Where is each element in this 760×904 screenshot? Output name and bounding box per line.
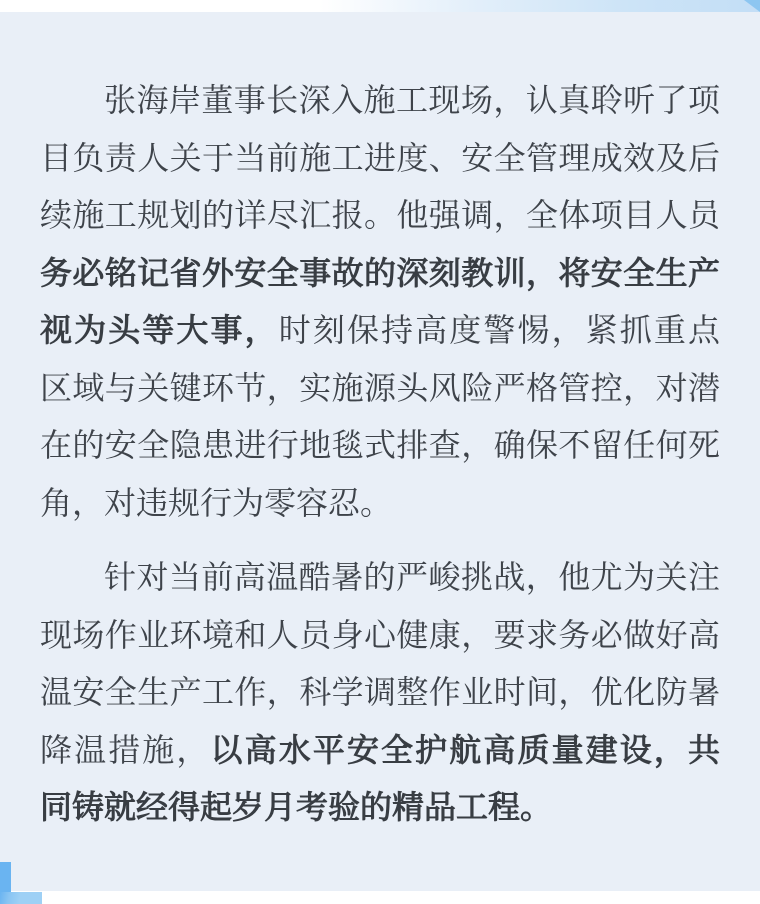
- text-segment: 角，对违规行为零容忍。: [40, 484, 393, 521]
- bottom-left-ribbon-icon: [0, 862, 11, 892]
- text-line: [40, 245, 720, 303]
- text-segment: 针对当前高温酷暑的严峻挑战，他尤为关注: [104, 559, 720, 595]
- text-line: [40, 302, 720, 360]
- text-line: [40, 607, 720, 665]
- text-line: [40, 664, 720, 722]
- text-line: [40, 475, 720, 533]
- bottom-left-ribbon-icon: [0, 892, 42, 904]
- top-edge-strip: [0, 0, 760, 12]
- text-segment-bold: 以高水平安全护航高质量建设，共: [210, 731, 720, 768]
- text-segment: 在的安全隐患进行地毯式排查，确保不留任何死: [40, 427, 720, 463]
- text-line: [40, 549, 720, 607]
- article-content: [0, 12, 760, 837]
- text-line: [40, 187, 720, 245]
- text-line: [40, 779, 720, 837]
- text-segment: 现场作业环境和人员身心健康，要求务必做好高: [40, 616, 720, 653]
- text-segment-bold: 务必铭记省外安全事故的深刻教训，将安全生产: [40, 254, 720, 291]
- text-segment: 目负责人关于当前施工进度、安全管理成效及后: [40, 139, 720, 176]
- text-line: [40, 722, 720, 780]
- text-line: [40, 360, 720, 418]
- text-line: [40, 417, 720, 475]
- text-segment: 续施工规划的详尽汇报。他强调，全体项目人员: [40, 197, 720, 233]
- text-segment: 区域与关键环节，实施源头风险严格管控，对潜: [40, 369, 720, 406]
- text-segment: 时刻保持高度警惕，紧抓重点: [278, 312, 720, 348]
- text-segment: 温安全生产工作，科学调整作业时间，优化防暑: [40, 674, 720, 710]
- text-segment-bold: 同铸就经得起岁月考验的精品工程。: [40, 789, 553, 825]
- text-line: [40, 72, 720, 130]
- article-panel: [0, 12, 760, 891]
- text-line: [40, 130, 720, 188]
- text-segment: 降温措施，: [40, 731, 211, 768]
- text-segment-bold: 视为头等大事，: [40, 312, 279, 348]
- text-segment: 张海岸董事长深入施工现场，认真聆听了项: [104, 82, 720, 118]
